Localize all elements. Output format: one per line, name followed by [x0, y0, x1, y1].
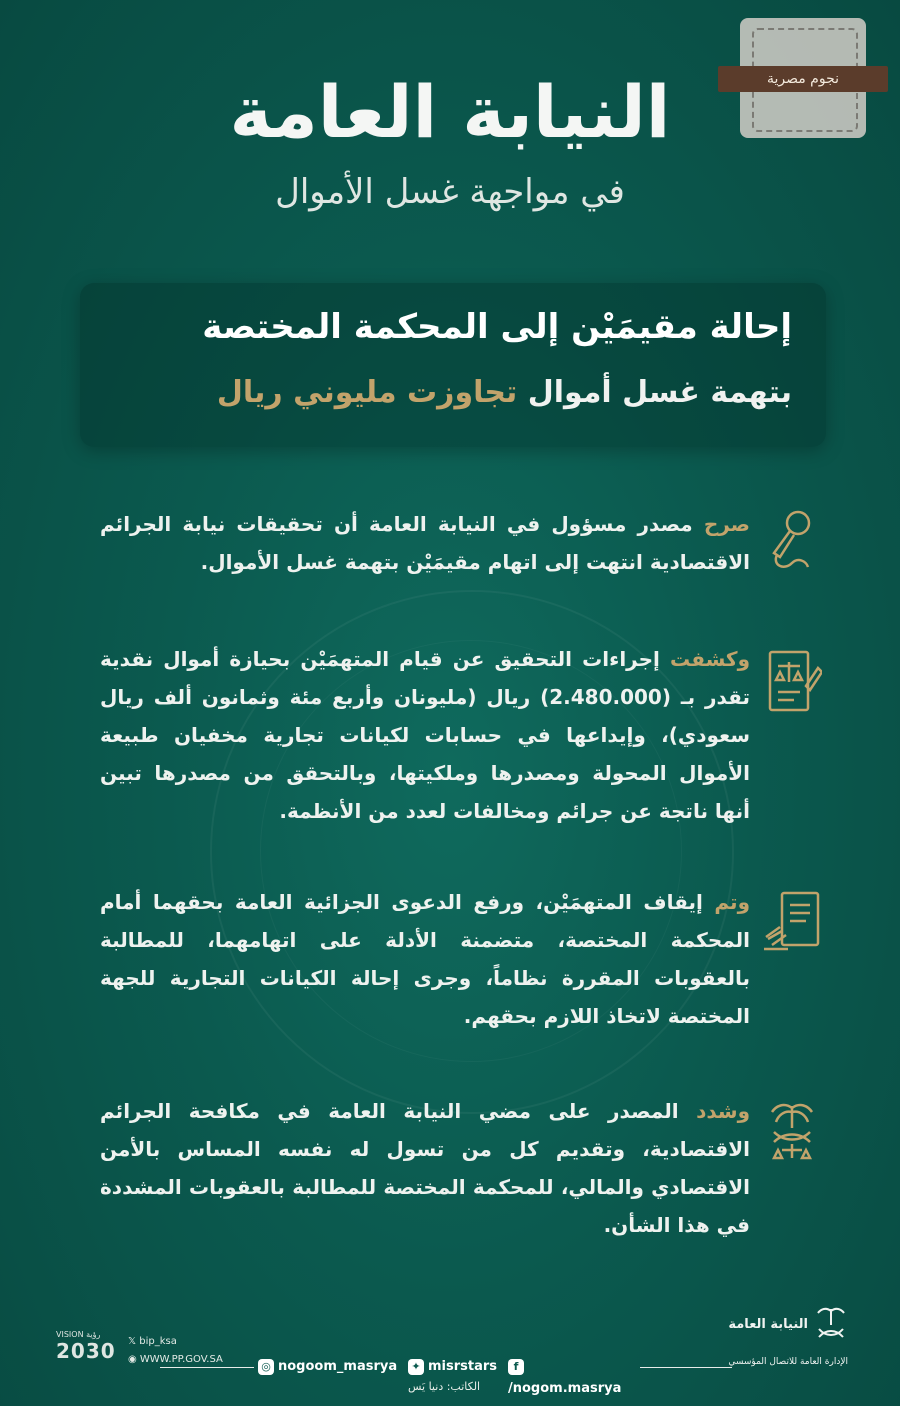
- headline-plain: بتهمة غسل أموال: [527, 375, 792, 410]
- instagram-text: nogoom_masrya: [278, 1359, 398, 1374]
- org-name: النيابة العامة: [728, 1317, 808, 1332]
- vision-year: 2030: [56, 1339, 116, 1363]
- instagram-link[interactable]: [258, 1356, 397, 1378]
- section-lead: وتم: [714, 890, 750, 914]
- legal-document-icon: [762, 648, 822, 718]
- section-arrest-text: [100, 883, 750, 1035]
- official-links: [128, 1333, 223, 1369]
- twitter-link[interactable]: [408, 1356, 497, 1378]
- twitter-handle-text: bip_ksa: [139, 1336, 177, 1347]
- microphone-icon: [762, 505, 822, 575]
- twitter-handle[interactable]: [128, 1333, 223, 1351]
- stamp-label: نجوم مصرية: [718, 66, 888, 92]
- writer-credit: الكاتب: دنيا يَس: [408, 1380, 481, 1393]
- palm-swords-scale-icon: [762, 1098, 822, 1168]
- vision-label: VISION رؤية: [56, 1330, 101, 1339]
- headline-line-2: [102, 375, 792, 410]
- gavel-document-icon: [762, 889, 822, 959]
- section-lead: صرح: [703, 512, 750, 536]
- x-icon: 𝕏: [128, 1336, 140, 1347]
- instagram-icon: ◎: [258, 1359, 274, 1375]
- public-prosecution-logo: [728, 1305, 848, 1375]
- section-body: مصدر مسؤول في النيابة العامة أن تحقيقات نيابة الجرائم الاقتصادية انتهت إلى اتهام مقيمَيْن بتهمة غسل الأموال.: [100, 512, 750, 574]
- facebook-link[interactable]: [508, 1356, 638, 1396]
- section-investigation-text: [100, 640, 750, 830]
- headline-gold: تجاوزت مليوني ريال: [216, 375, 518, 410]
- section-statement-text: [100, 505, 750, 581]
- section-body: إيقاف المتهمَيْن، ورفع الدعوى الجزائية العامة بحقهما أمام المحكمة المختصة، متضمنة الأدلة على اتهامهما، للمطالبة بالعقوبات المقررة نظاماً، وجرى إحالة الكيانات التجارية للجهة المختصة لاتخاذ اللازم بحقهم.: [100, 890, 750, 1028]
- facebook-text: /nogom.masrya: [508, 1381, 622, 1396]
- website-text: WWW.PP.GOV.SA: [139, 1354, 223, 1365]
- palm-swords-emblem-icon: [814, 1305, 848, 1349]
- page-title: النيابة العامة: [229, 70, 671, 154]
- section-body: المصدر على مضي النيابة العامة في مكافحة الجرائم الاقتصادية، وتقديم كل من تسول له نفسه المساس بالأمن الاقتصادي والمالي، للمحكمة المختصة للمطالبة بالعقوبات المشددة في هذا الشأن.: [100, 1099, 750, 1237]
- headline-line-1: إحالة مقيمَيْن إلى المحكمة المختصة: [202, 307, 792, 347]
- twitter-icon: ✦: [408, 1359, 424, 1375]
- facebook-icon: f: [508, 1359, 524, 1375]
- globe-icon: ◉: [128, 1354, 140, 1365]
- twitter-text: misrstars: [428, 1359, 498, 1374]
- page-subtitle: في مواجهة غسل الأموال: [275, 172, 625, 212]
- vision-2030-logo: [56, 1330, 122, 1370]
- headline-box: [80, 283, 826, 447]
- footer-divider-right: [640, 1367, 732, 1368]
- section-body: إجراءات التحقيق عن قيام المتهمَيْن بحيازة أموال نقدية تقدر بـ (2.480.000) ريال (مليونان وأربع مئة وثمانون ألف ريال سعودي)، وإيداعها في حسابات لكيانات تجارية مخفيان طبيعة الأموال المحولة ومصدرها وملكيتها، وبالتحقق من مصدرها تبين أنها ناتجة عن جرائم ومخالفات لعدد من الأنظمة.: [100, 647, 750, 823]
- footer-divider-left: [160, 1367, 254, 1368]
- section-lead: وكشفت: [670, 647, 750, 671]
- section-emphasis-text: [100, 1092, 750, 1244]
- org-department: الإدارة العامة للاتصال المؤسسي: [728, 1357, 848, 1367]
- section-lead: وشدد: [696, 1099, 750, 1123]
